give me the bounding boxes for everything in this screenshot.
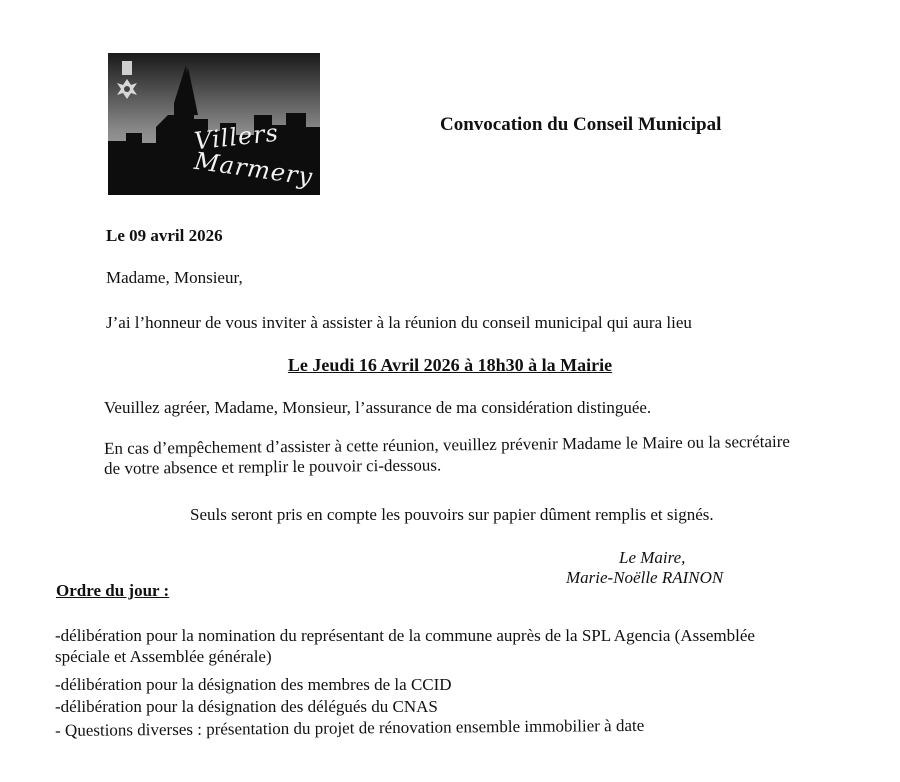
logo-text-line1: Villers [192,118,281,156]
signature-name: Marie-Noëlle RAINON [566,568,724,587]
agenda-item: spéciale et Assemblée générale) [55,647,272,666]
proxy-note: Seuls seront pris en compte les pouvoirs sur papier dûment remplis et signés. [190,505,714,524]
letter-date: Le 09 avril 2026 [106,226,223,245]
invitation-text: J’ai l’honneur de vous inviter à assister à la réunion du conseil municipal qui aura lieu [106,313,692,332]
closing-formula: Veuillez agréer, Madame, Monsieur, l’assurance de ma considération distinguée. [104,398,652,417]
absence-line-2: de votre absence et remplir le pouvoir ci-dessous. [104,455,442,478]
agenda-heading: Ordre du jour : [56,581,170,600]
agenda-item: -délibération pour la nomination du représentant de la commune auprès de la SPL Agencia (Assemblée [55,626,755,645]
village-logo [108,53,320,195]
agenda-item: -délibération pour la désignation des membres de la CCID [55,675,452,694]
absence-line-1: En cas d’empêchement d’assister à cette réunion, veuillez prévenir Madame le Maire ou la secrétaire [104,431,790,458]
agenda-item: -délibération pour la désignation des délégués du CNAS [55,697,438,716]
meeting-details: Le Jeudi 16 Avril 2026 à 18h30 à la Mairie [287,355,613,375]
page-title: Convocation du Conseil Municipal [440,114,722,135]
salutation: Madame, Monsieur, [106,268,243,287]
agenda-item: - Questions diverses : présentation du projet de rénovation ensemble immobilier à date [55,715,645,740]
signature-role: Le Maire, [619,548,686,567]
logo-text-line2: Marmery [192,146,315,192]
